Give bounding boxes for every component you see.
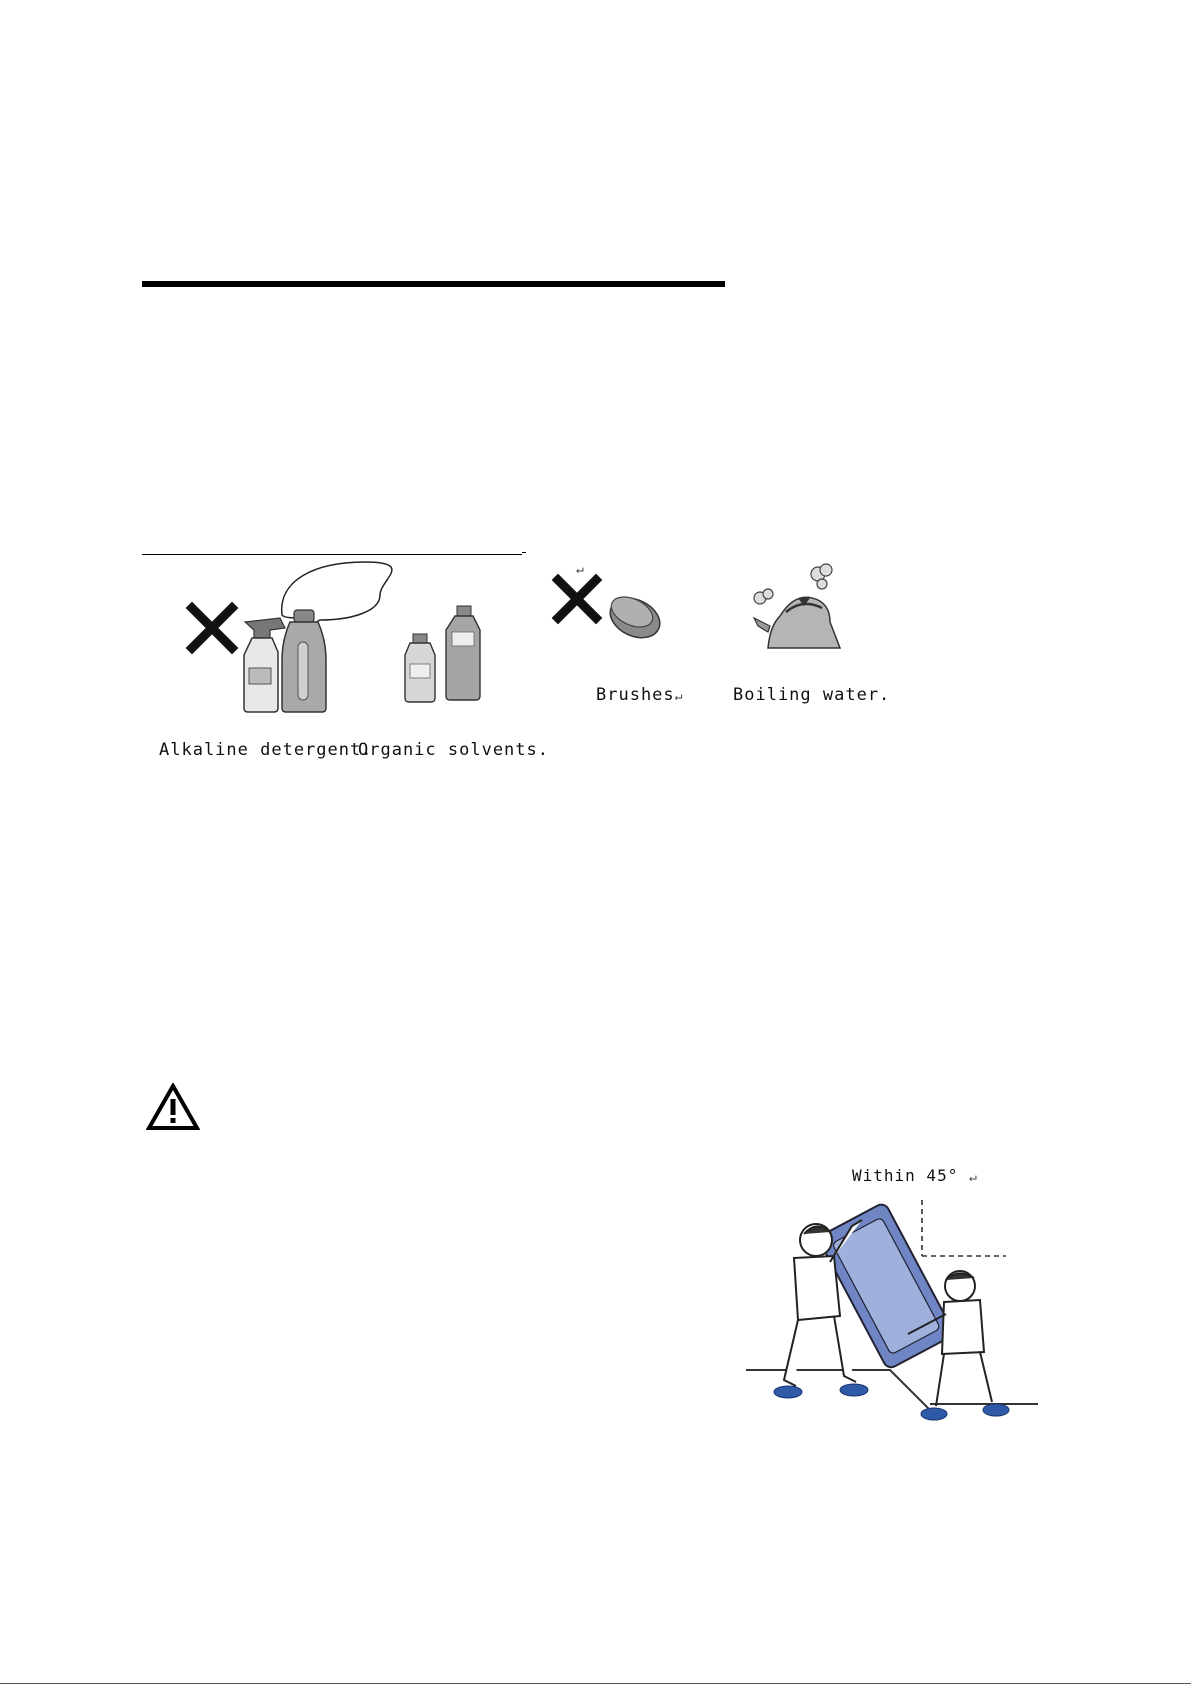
boiling-water-illustration (748, 560, 858, 660)
shoe-icon (921, 1404, 1009, 1420)
kettle-icon (754, 597, 840, 648)
angle-guide (922, 1200, 1006, 1256)
caption-alkaline-detergent: Alkaline detergent. (159, 740, 373, 760)
caption-boiling-water: Boiling water. (733, 685, 891, 705)
steam-icon (754, 564, 832, 604)
caption-brushes: Brushes↵ (596, 685, 684, 705)
detergent-bottle-icon (282, 610, 326, 712)
solvent-large-bottle-icon (446, 606, 480, 700)
brushes-illustration (548, 566, 668, 646)
shoe-icon (774, 1384, 868, 1398)
prohibited-x-icon (192, 608, 232, 648)
paragraph-mark: ↵ (576, 562, 584, 577)
prohibited-x-icon (558, 580, 596, 618)
section-rule (142, 281, 725, 287)
page-bottom-border (0, 1683, 1191, 1684)
caption-organic-solvents: Organic solvents. (358, 740, 549, 760)
solvent-small-bottle-icon (405, 634, 435, 702)
cleaning-agents-illustration (170, 560, 530, 720)
spray-bottle-icon (244, 618, 285, 712)
caption-within-45: Within 45° ↵ (852, 1166, 978, 1185)
figure-top-rule (142, 554, 522, 555)
warning-triangle-icon (146, 1083, 200, 1131)
moving-appliance-illustration (744, 1196, 1040, 1432)
scrub-brush-icon (604, 591, 666, 646)
